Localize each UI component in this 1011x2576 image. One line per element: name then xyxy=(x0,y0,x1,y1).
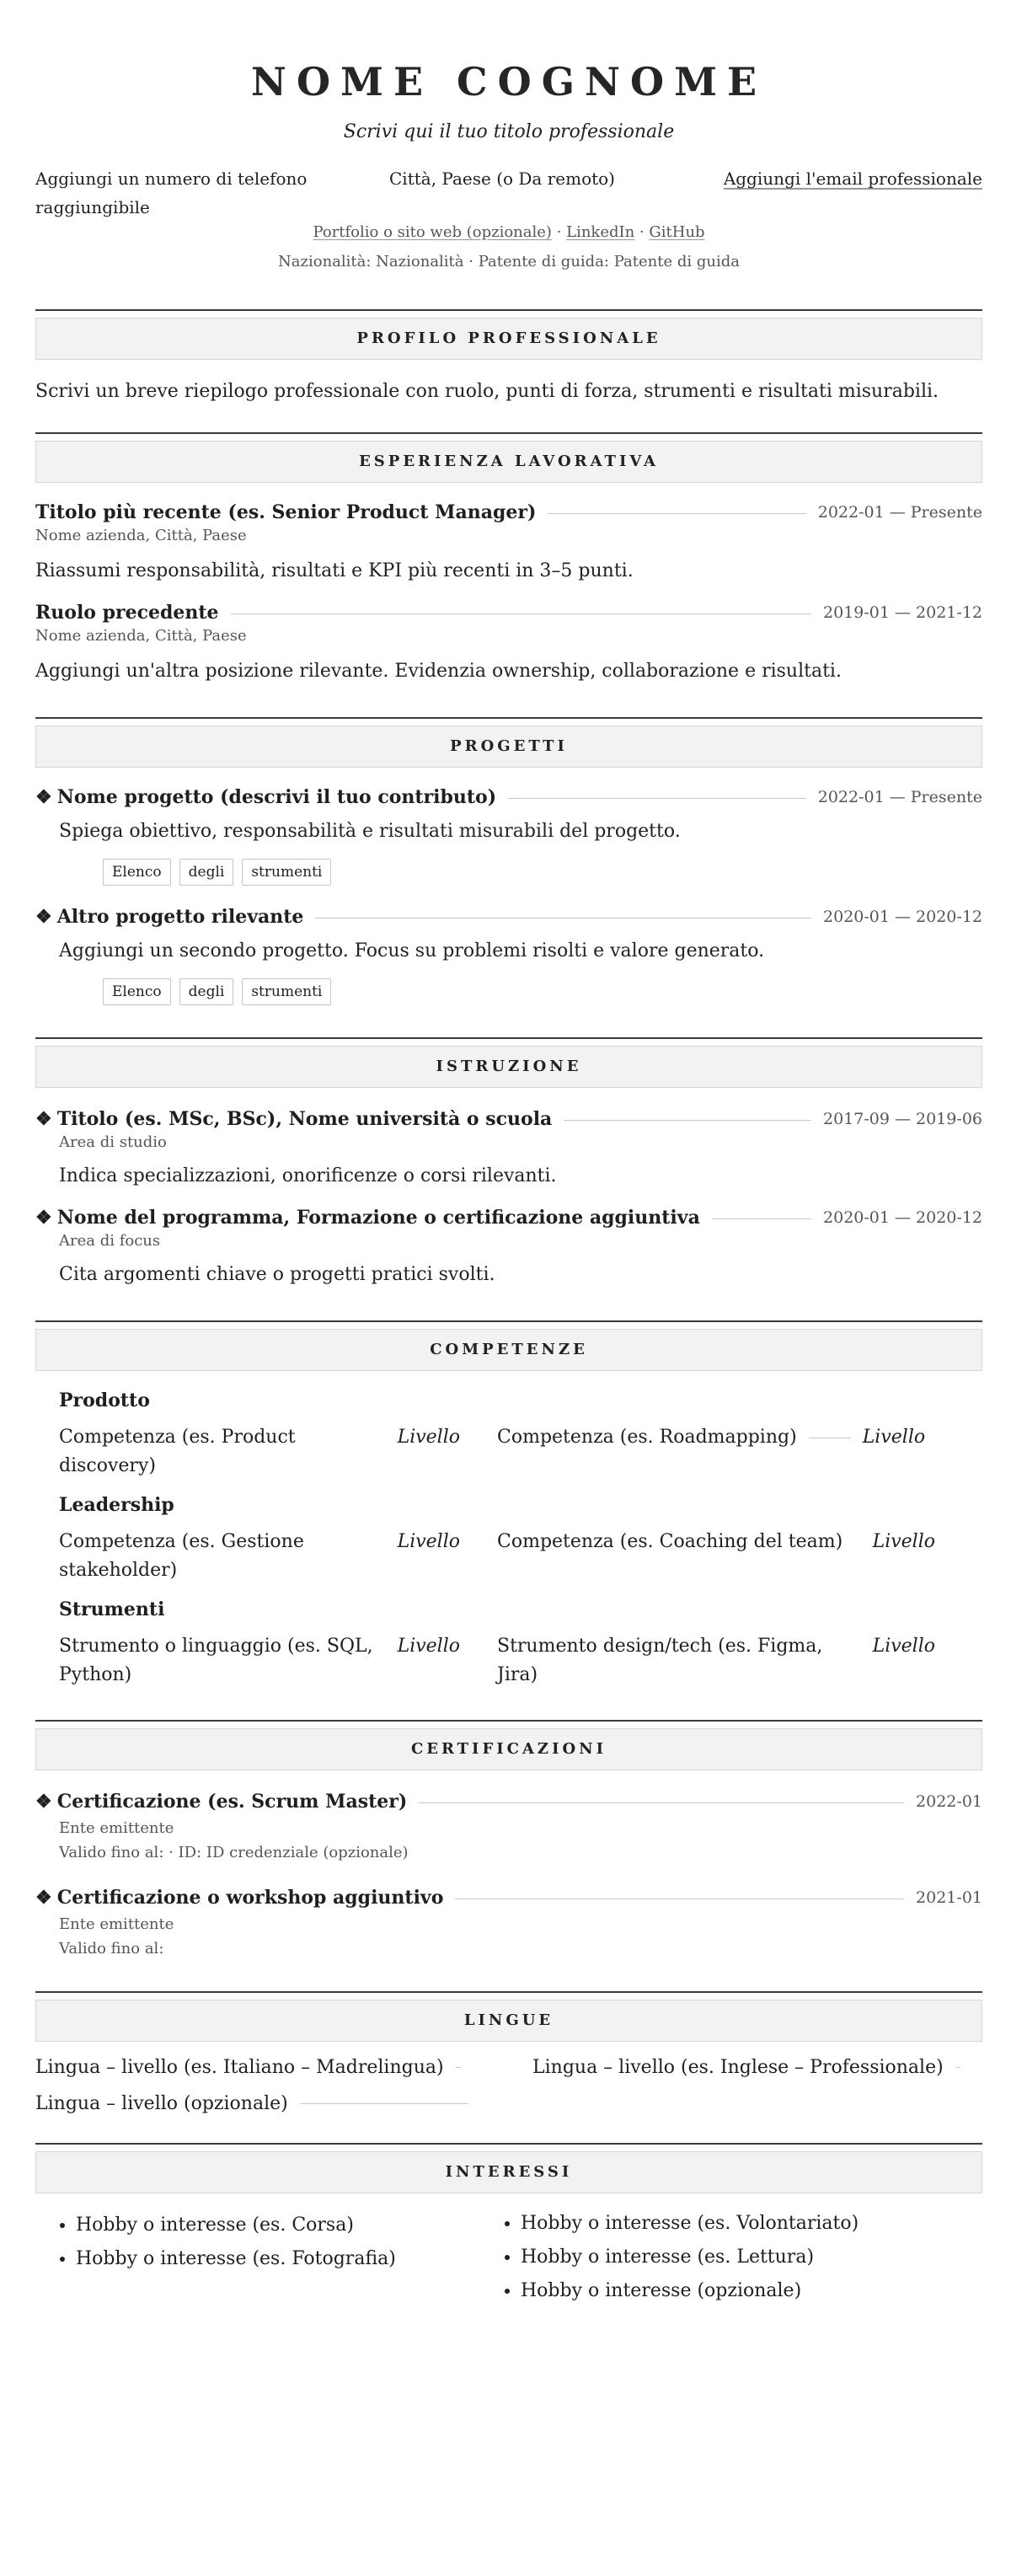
candidate-name: NOME COGNOME xyxy=(250,59,768,104)
interest-item: • Hobby o interesse (es. Fotografia) xyxy=(76,2242,480,2276)
skill-group xyxy=(59,1390,982,1481)
resume-page xyxy=(35,0,982,2308)
professional-title: Scrivi qui il tuo titolo professionale xyxy=(343,121,675,142)
skill-item xyxy=(497,1528,935,1585)
study-area: Area di focus xyxy=(59,1232,161,1250)
language-item xyxy=(35,2093,532,2114)
leader-line xyxy=(419,1802,904,1803)
interest-item: • Hobby o interesse (es. Lettura) xyxy=(521,2241,952,2274)
leader-line xyxy=(955,2067,960,2068)
section-heading: PROFILO PROFESSIONALE xyxy=(35,318,982,360)
skill-level: Livello xyxy=(397,1531,460,1552)
skill-group-title: Leadership xyxy=(59,1494,174,1516)
issuer: Ente emittente xyxy=(59,1915,174,1933)
skill-name: Strumento design/tech (es. Figma, Jira) xyxy=(497,1636,823,1685)
skill-level: Livello xyxy=(397,1427,460,1448)
section-heading: COMPETENZE xyxy=(35,1329,982,1371)
certification-date: 2022-01 xyxy=(916,1792,982,1811)
project-name: Altro progetto rilevante xyxy=(56,906,304,928)
location-field: Città, Paese (o Da remoto) xyxy=(389,169,615,189)
certification-name: Certificazione o workshop aggiuntivo xyxy=(56,1887,444,1909)
certifications-section xyxy=(35,1720,982,1957)
education-entry xyxy=(35,1108,982,1190)
projects-section xyxy=(35,717,982,1005)
project-dates: 2022-01 — Presente xyxy=(817,788,982,806)
education-entry xyxy=(35,1207,982,1288)
validity: Valido fino al: · ID: ID credenziale (opzionale) xyxy=(59,1844,409,1861)
job-dates: 2019-01 — 2021-12 xyxy=(823,603,982,622)
skill-name: Competenza (es. Coaching del team) xyxy=(497,1531,843,1552)
education-dates: 2017-09 — 2019-06 xyxy=(823,1110,982,1128)
leader-line xyxy=(564,1120,811,1121)
project-description: Aggiungi un secondo progetto. Focus su problemi risolti e valore generato. xyxy=(59,940,765,961)
leader-line xyxy=(548,513,805,514)
language-item xyxy=(532,2057,982,2078)
leader-line xyxy=(456,2067,461,2068)
skill-level: Livello xyxy=(397,1636,460,1657)
phone-field: Aggiungi un numero di telefono raggiungibile xyxy=(35,169,308,217)
project-name: Nome progetto (descrivi il tuo contributo) xyxy=(56,786,497,808)
skill-item xyxy=(59,1632,497,1690)
leader-line xyxy=(231,613,811,614)
skill-level: Livello xyxy=(872,1636,935,1657)
education-dates: 2020-01 — 2020-12 xyxy=(823,1208,982,1227)
company: Nome azienda, Città, Paese xyxy=(35,627,247,645)
diamond-bullet-icon: ❖ xyxy=(35,1791,52,1813)
tool-tag: degli xyxy=(179,859,234,886)
skill-item xyxy=(497,1632,935,1690)
skill-name: Competenza (es. Gestione stakeholder) xyxy=(59,1531,304,1581)
leader-line xyxy=(508,798,806,799)
skills-section xyxy=(35,1320,982,1690)
education-description: Cita argomenti chiave o progetti pratici svolti. xyxy=(59,1264,495,1285)
skill-item xyxy=(497,1423,935,1481)
diamond-bullet-icon: ❖ xyxy=(35,1108,52,1130)
email-link[interactable]: Aggiungi l'email professionale xyxy=(723,169,982,189)
degree-name: Nome del programma, Formazione o certificazione aggiuntiva xyxy=(56,1207,700,1229)
tool-tags xyxy=(103,859,982,886)
skill-level: Livello xyxy=(862,1427,926,1448)
profile-section xyxy=(35,309,982,405)
diamond-bullet-icon: ❖ xyxy=(35,906,52,928)
experience-entry xyxy=(35,602,982,685)
skill-group-title: Prodotto xyxy=(59,1390,150,1411)
tool-tag: Elenco xyxy=(103,978,171,1005)
skill-group-title: Strumenti xyxy=(59,1599,165,1620)
links-row xyxy=(35,223,982,241)
validity: Valido fino al: xyxy=(59,1940,164,1957)
issuer: Ente emittente xyxy=(59,1819,174,1837)
interests-list-right xyxy=(480,2207,952,2308)
certification-name: Certificazione (es. Scrum Master) xyxy=(56,1791,408,1813)
education-description: Indica specializzazioni, onorificenze o corsi rilevanti. xyxy=(59,1165,557,1186)
interests-section xyxy=(35,2143,982,2308)
language-item xyxy=(35,2057,532,2078)
section-heading: ISTRUZIONE xyxy=(35,1046,982,1088)
interest-item: • Hobby o interesse (es. Volontariato) xyxy=(521,2207,952,2241)
languages-section xyxy=(35,1991,982,2114)
interest-item: • Hobby o interesse (es. Corsa) xyxy=(76,2209,480,2242)
diamond-bullet-icon: ❖ xyxy=(35,786,52,808)
language-name: Lingua – livello (es. Italiano – Madrelingua) xyxy=(35,2057,444,2078)
education-section xyxy=(35,1037,982,1288)
diamond-bullet-icon: ❖ xyxy=(35,1207,52,1229)
experience-entry xyxy=(35,501,982,585)
language-name: Lingua – livello (opzionale) xyxy=(35,2093,288,2114)
skill-item xyxy=(59,1423,497,1481)
job-title: Ruolo precedente xyxy=(35,602,219,624)
skill-name: Competenza (es. Product discovery) xyxy=(59,1427,296,1476)
tool-tag: strumenti xyxy=(242,978,331,1005)
nationality-license: Nazionalità: Nazionalità · Patente di guida: Patente di guida xyxy=(278,253,740,270)
section-heading: LINGUE xyxy=(35,2000,982,2042)
job-dates: 2022-01 — Presente xyxy=(817,503,982,522)
leader-line xyxy=(712,1218,811,1219)
diamond-bullet-icon: ❖ xyxy=(35,1887,52,1909)
tool-tag: strumenti xyxy=(242,859,331,886)
job-title: Titolo più recente (es. Senior Product Manager) xyxy=(35,501,537,523)
experience-section xyxy=(35,432,982,685)
github-link[interactable]: GitHub xyxy=(649,223,705,241)
skill-name: Strumento o linguaggio (es. SQL, Python) xyxy=(59,1636,373,1685)
project-entry xyxy=(35,906,982,1005)
section-heading: INTERESSI xyxy=(35,2151,982,2193)
certification-entry xyxy=(35,1791,982,1861)
section-heading: PROGETTI xyxy=(35,726,982,768)
section-heading: CERTIFICAZIONI xyxy=(35,1728,982,1770)
study-area: Area di studio xyxy=(59,1133,167,1151)
skill-item xyxy=(59,1528,497,1585)
linkedin-link[interactable]: LinkedIn xyxy=(566,223,635,241)
language-name: Lingua – livello (es. Inglese – Professionale) xyxy=(532,2057,944,2078)
portfolio-link[interactable]: Portfolio o sito web (opzionale) xyxy=(313,223,552,241)
interest-item: • Hobby o interesse (opzionale) xyxy=(521,2274,952,2308)
project-description: Spiega obiettivo, responsabilità e risultati misurabili del progetto. xyxy=(59,821,681,842)
job-description: Aggiungi un'altra posizione rilevante. Evidenzia ownership, collaborazione e risultati. xyxy=(35,661,842,682)
tool-tag: degli xyxy=(179,978,234,1005)
skill-name: Competenza (es. Roadmapping) xyxy=(497,1427,797,1448)
leader-line xyxy=(300,2103,468,2104)
link-separator: · xyxy=(634,223,650,241)
project-dates: 2020-01 — 2020-12 xyxy=(823,908,982,926)
section-heading: ESPERIENZA LAVORATIVA xyxy=(35,441,982,483)
profile-summary: Scrivi un breve riepilogo professionale con ruolo, punti di forza, strumenti e risultati misurabili. xyxy=(35,381,939,402)
link-separator: · xyxy=(551,223,567,241)
tool-tag: Elenco xyxy=(103,859,171,886)
degree-name: Titolo (es. MSc, BSc), Nome università o scuola xyxy=(56,1108,553,1130)
job-description: Riassumi responsabilità, risultati e KPI più recenti in 3–5 punti. xyxy=(35,560,634,581)
company: Nome azienda, Città, Paese xyxy=(35,527,247,544)
interests-list-left xyxy=(35,2209,480,2308)
certification-entry xyxy=(35,1887,982,1957)
project-entry xyxy=(35,786,982,886)
skill-group xyxy=(59,1599,982,1690)
certification-date: 2021-01 xyxy=(916,1888,982,1907)
skill-group xyxy=(59,1494,982,1585)
tool-tags xyxy=(103,978,982,1005)
skill-level: Livello xyxy=(872,1531,935,1552)
contact-row xyxy=(35,164,982,217)
